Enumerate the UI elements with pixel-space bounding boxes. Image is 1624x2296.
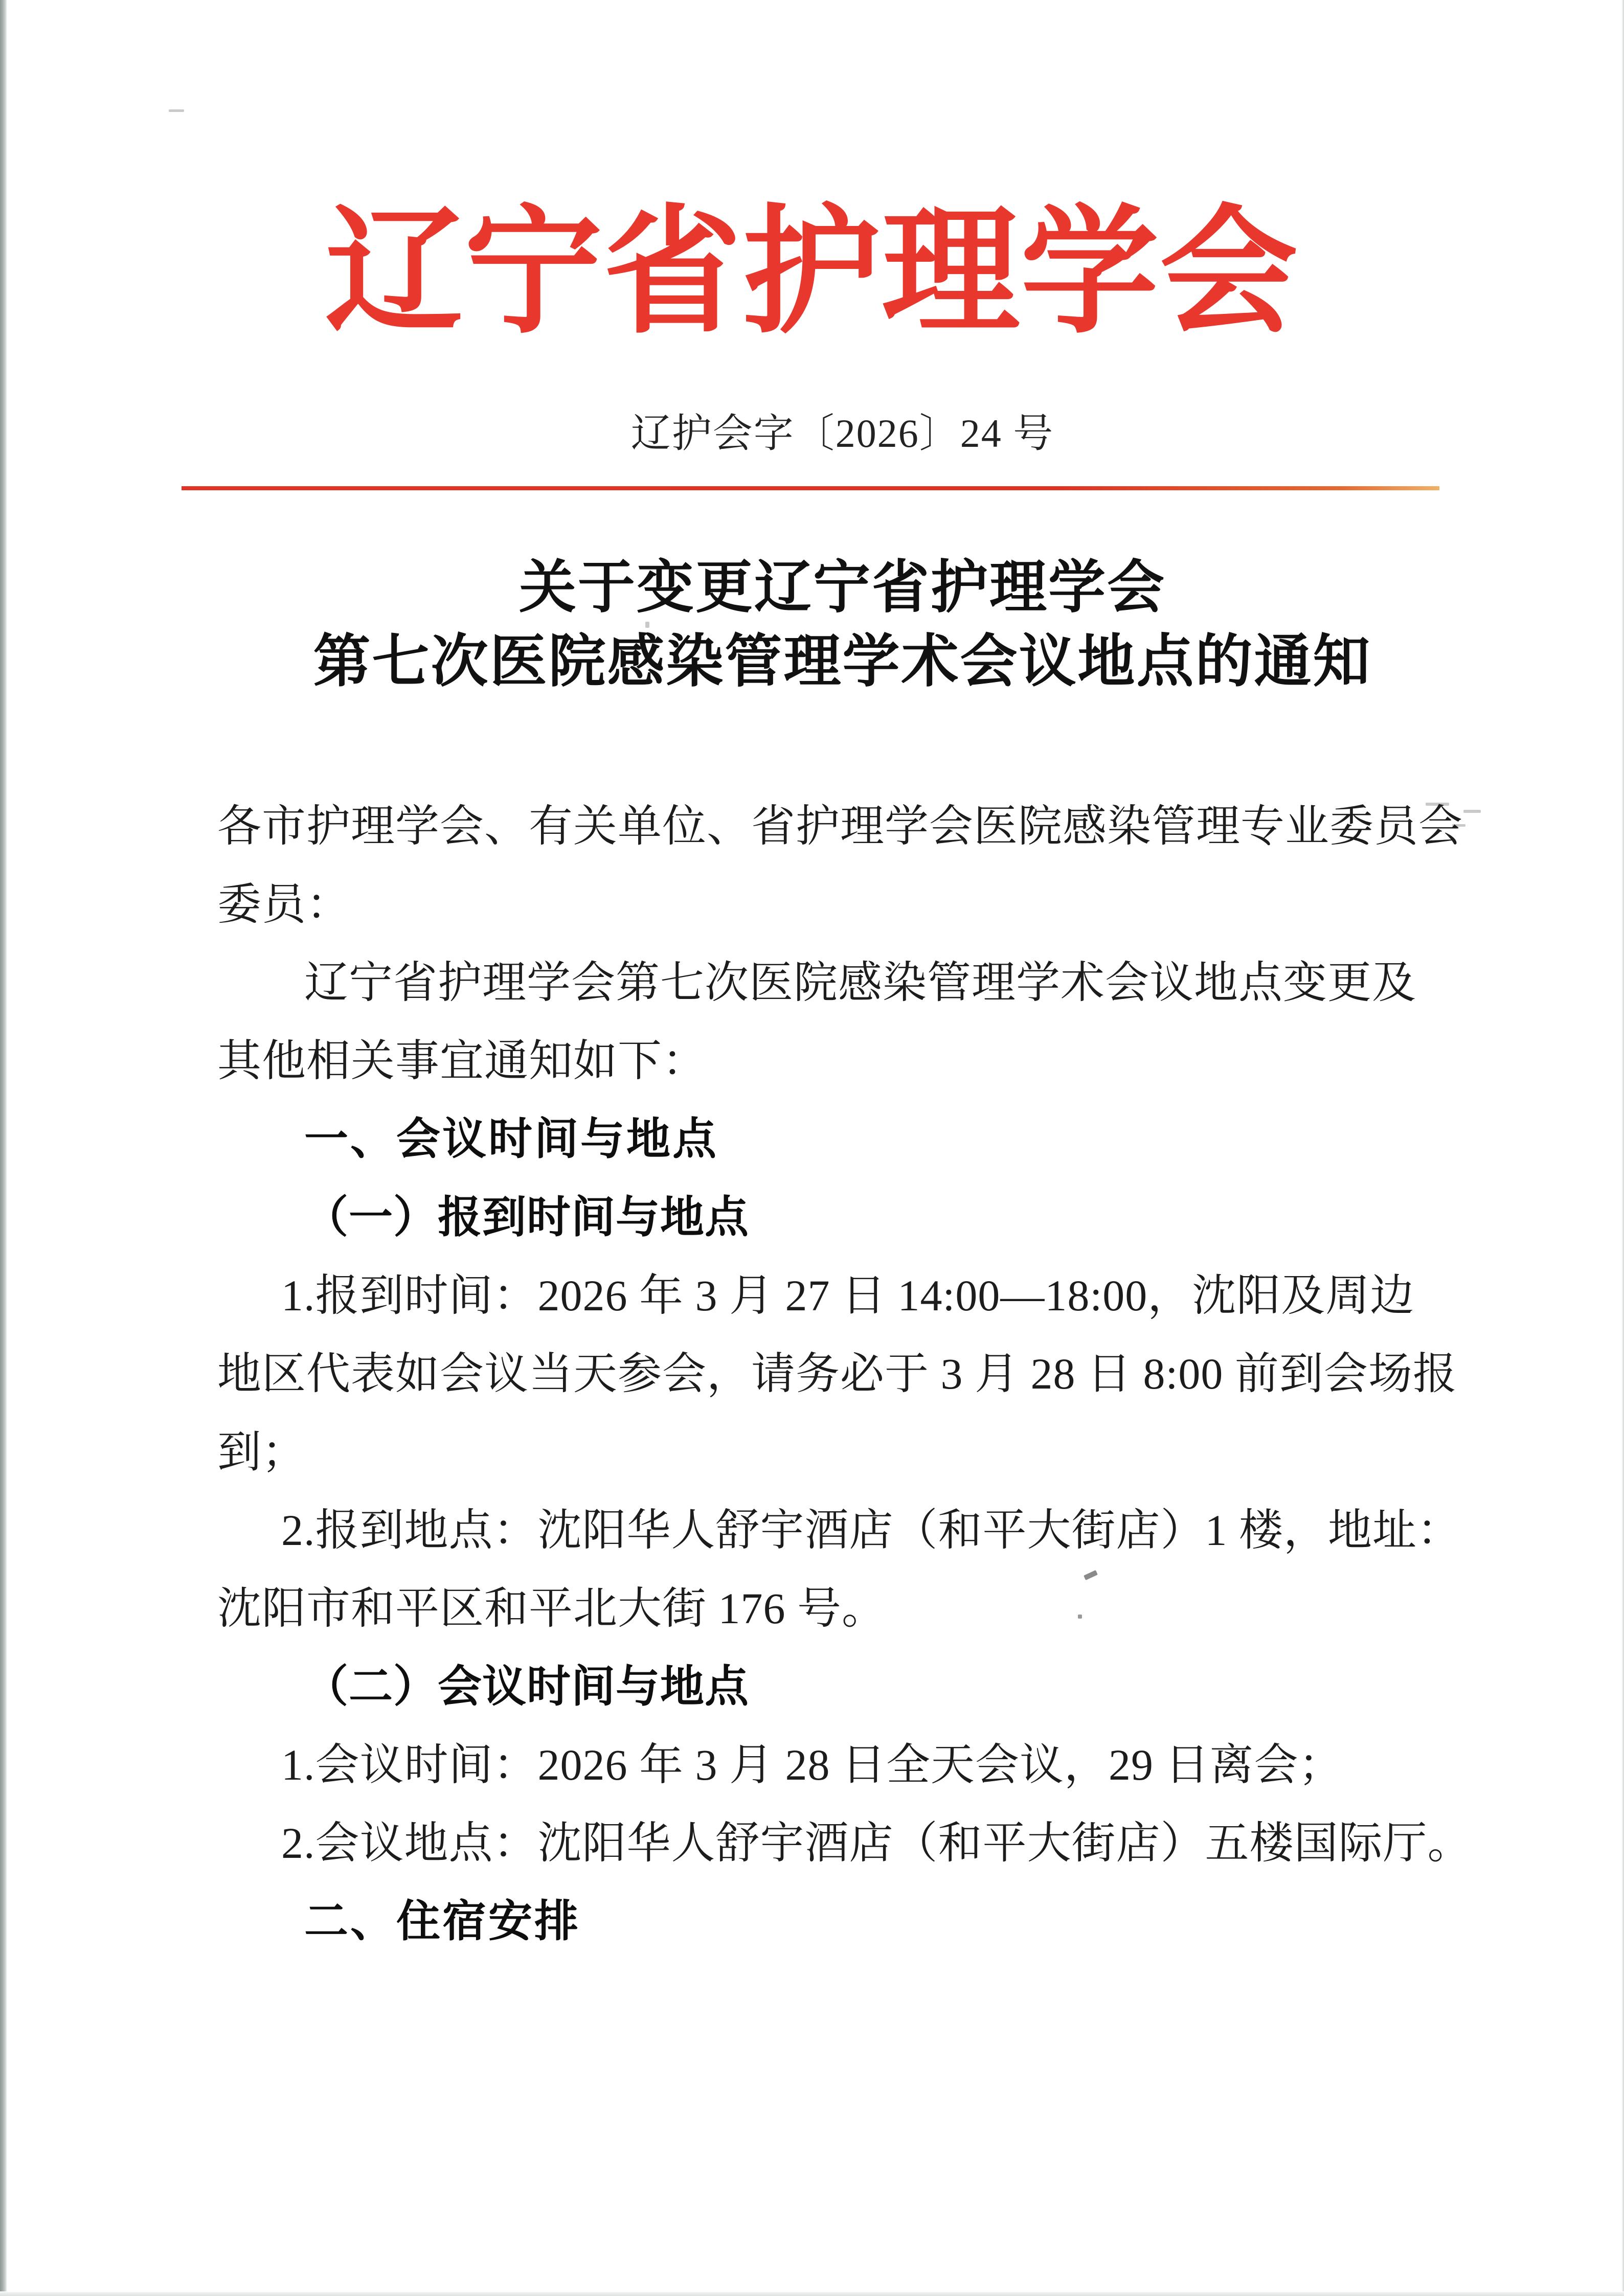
body-line: 1.会议时间：2026 年 3 月 28 日全天会议，29 日离会； — [281, 1740, 1343, 1789]
body-line: 其他相关事宜通知如下： — [217, 1036, 707, 1085]
body-line: 沈阳市和平区和平北大街 176 号。 — [217, 1584, 886, 1633]
body-line: 地区代表如会议当天参会，请务必于 3 月 28 日 8:00 前到会场报 — [217, 1349, 1457, 1398]
body-line: 委员： — [217, 880, 351, 929]
notice-body — [217, 787, 1475, 1961]
letterhead-red-rule — [182, 486, 1439, 490]
body-line: 2.会议地点：沈阳华人舒宇酒店（和平大街店）五楼国际厅。 — [281, 1818, 1472, 1868]
body-line: 二、住宿安排 — [304, 1897, 580, 1946]
body-line: 到； — [217, 1427, 306, 1476]
document-title-line1: 关于变更辽宁省护理学会 — [519, 556, 1166, 620]
document-title — [217, 551, 1468, 699]
body-line: 1.报到时间：2026 年 3 月 27 日 14:00—18:00，沈阳及周边 — [281, 1271, 1415, 1320]
body-line: 一、会议时间与地点 — [304, 1115, 718, 1164]
scan-speckle — [169, 109, 184, 112]
body-line: （二）会议时间与地点 — [304, 1662, 749, 1711]
document-title-line2: 第七次医院感染管理学术会议地点的通知 — [313, 630, 1372, 694]
body-line: 各市护理学会、有关单位、省护理学会医院感染管理专业委员会 — [217, 802, 1463, 851]
scan-edge-bottom-band — [0, 2291, 1624, 2296]
body-line: 辽宁省护理学会第七次医院感染管理学术会议地点变更及 — [304, 958, 1416, 1007]
body-line: （一）报到时间与地点 — [304, 1193, 749, 1242]
body-line: 2.报到地点：沈阳华人舒宇酒店（和平大街店）1 楼，地址： — [281, 1506, 1461, 1555]
document-number: 辽护会字〔2026〕24 号 — [630, 411, 1054, 456]
organization-letterhead: 辽宁省护理学会 — [325, 197, 1299, 350]
